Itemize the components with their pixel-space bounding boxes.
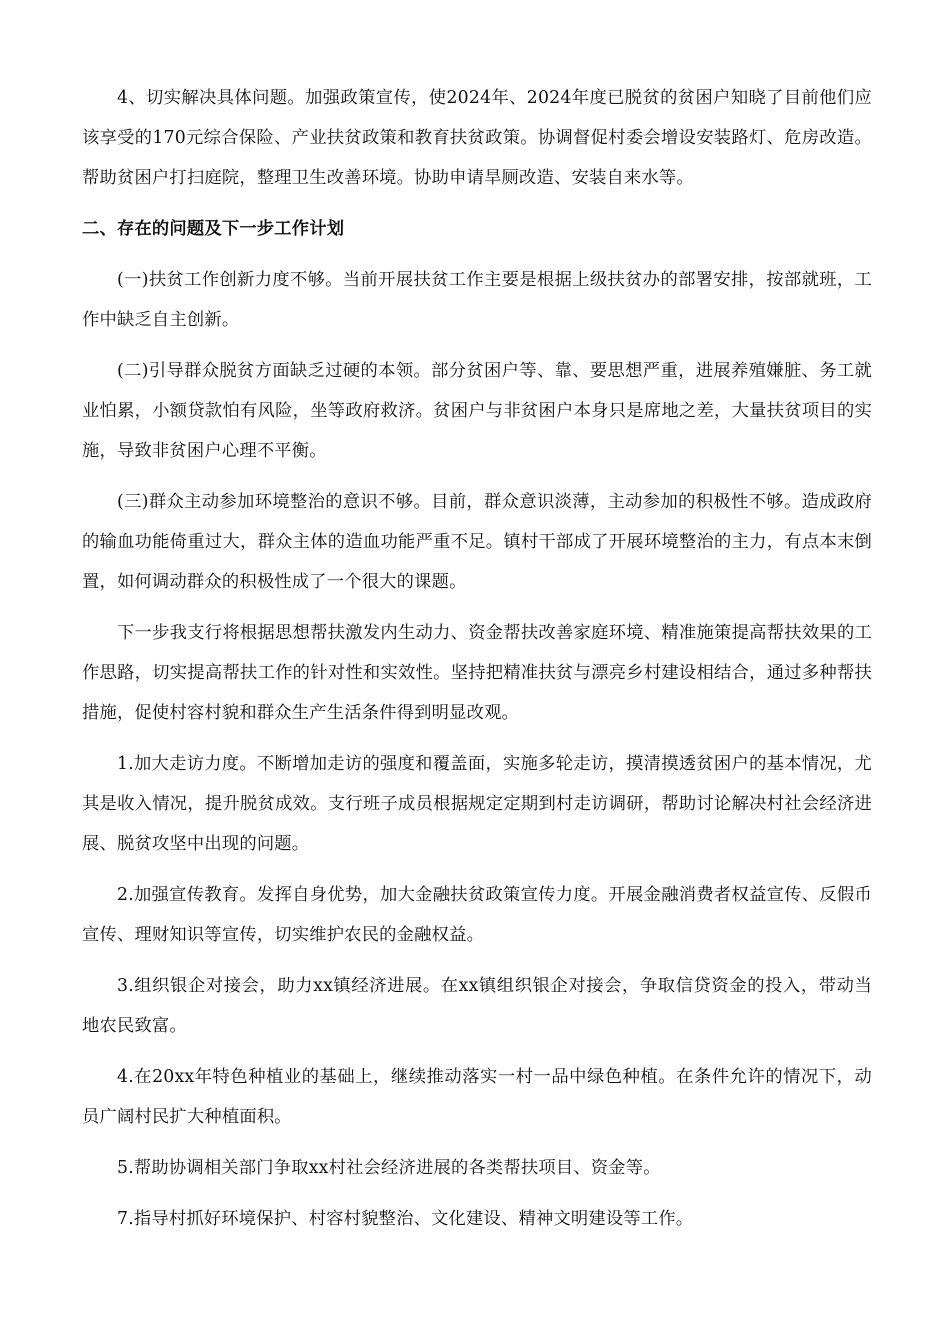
- paragraph-plan-2: 2.加强宣传教育。发挥自身优势，加大金融扶贫政策宣传力度。开展金融消费者权益宣传、反假币宣传、理财知识等宣传，切实维护农民的金融权益。: [82, 885, 872, 945]
- paragraph-plan-1: 1.加大走访力度。不断增加走访的强度和覆盖面，实施多轮走访，摸清摸透贫困户的基本情况，尤其是收入情况，提升脱贫成效。支行班子成员根据规定定期到村走访调研，帮助讨论解决村社会经济进展、脱贫攻坚中出现的问题。: [82, 754, 872, 854]
- paragraph-policy-publicity: 4、切实解决具体问题。加强政策宣传，使2024年、2024年度已脱贫的贫困户知晓了目前他们应该享受的170元综合保险、产业扶贫政策和教育扶贫政策。协调督促村委会增设安装路灯、危房改造。帮助贫困户打扫庭院，整理卫生改善环境。协助申请旱厕改造、安装自来水等。: [82, 88, 872, 188]
- paragraph-problem-2: (二)引导群众脱贫方面缺乏过硬的本领。部分贫困户等、靠、要思想严重，进展养殖嫌脏、务工就业怕累，小额贷款怕有风险，坐等政府救济。贫困户与非贫困户本身只是席地之差，大量扶贫项目的实施，导致非贫困户心理不平衡。: [82, 361, 872, 461]
- paragraph-problem-1: (一)扶贫工作创新力度不够。当前开展扶贫工作主要是根据上级扶贫办的部署安排，按部就班，工作中缺乏自主创新。: [82, 270, 872, 330]
- document-page: [82, 78, 872, 1250]
- paragraph-plan-7: 7.指导村抓好环境保护、村容村貌整治、文化建设、精神文明建设等工作。: [117, 1209, 694, 1229]
- paragraph-plan-5: 5.帮助协调相关部门争取xx村社会经济进展的各类帮扶项目、资金等。: [117, 1158, 661, 1178]
- paragraph-next-steps-intro: 下一步我支行将根据思想帮扶激发内生动力、资金帮扶改善家庭环境、精准施策提高帮扶效果的工作思路，切实提高帮扶工作的针对性和实效性。坚持把精准扶贫与漂亮乡村建设相结合，通过多种帮扶措施，促使村容村貌和群众生产生活条件得到明显改观。: [82, 623, 872, 723]
- paragraph-plan-4: 4.在20xx年特色种植业的基础上，继续推动落实一村一品中绿色种植。在条件允许的情况下，动员广阔村民扩大种植面积。: [82, 1067, 872, 1127]
- paragraph-plan-3: 3.组织银企对接会，助力xx镇经济进展。在xx镇组织银企对接会，争取信贷资金的投入，带动当地农民致富。: [82, 976, 872, 1036]
- paragraph-problem-3: (三)群众主动参加环境整治的意识不够。目前，群众意识淡薄，主动参加的积极性不够。造成政府的输血功能倚重过大，群众主体的造血功能严重不足。镇村干部成了开展环境整治的主力，有点本末倒置，如何调动群众的积极性成了一个很大的课题。: [82, 492, 872, 592]
- section-heading-problems-and-plan: 二、存在的问题及下一步工作计划: [82, 219, 345, 239]
